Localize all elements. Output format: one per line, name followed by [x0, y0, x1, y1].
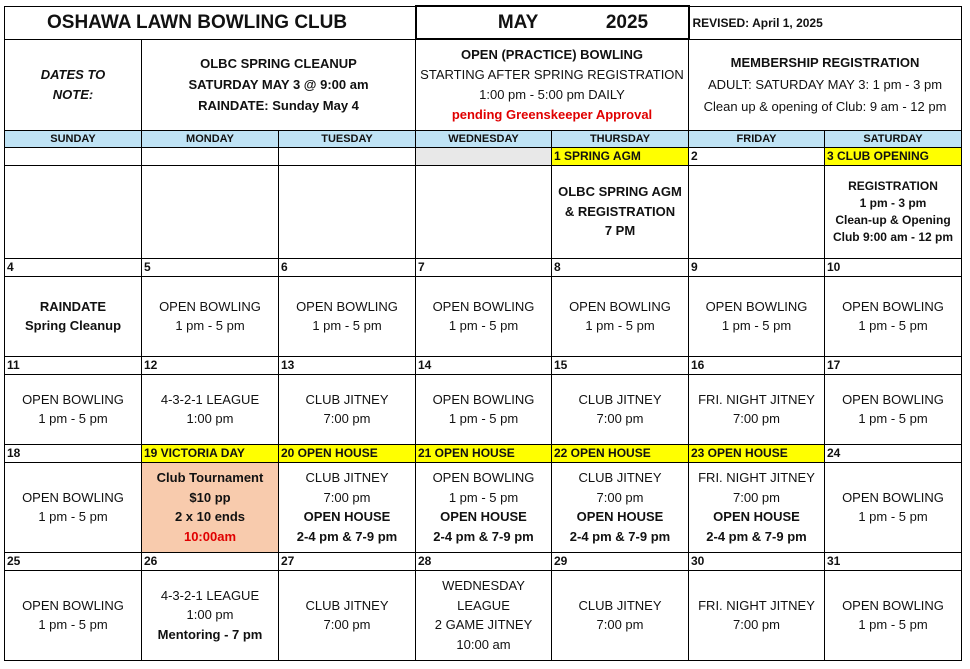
day-cell [416, 570, 552, 660]
cleanup-raindate: RAINDATE: Sunday May 4 [198, 98, 359, 113]
event-line: 1:00 pm [186, 607, 234, 623]
event-line: WEDNESDAY [442, 578, 525, 593]
event-line: CLUB JITNEY [578, 391, 662, 407]
date-number: 21 OPEN HOUSE [416, 444, 552, 462]
day-cell [142, 374, 279, 444]
event-line: OLBC SPRING AGM [558, 184, 682, 200]
event-line: 1 pm - 5 pm [858, 509, 928, 524]
date-number: 15 [552, 356, 689, 374]
event-line: OPEN HOUSE [440, 509, 527, 524]
open-bowling-hours: 1:00 pm - 5:00 pm DAILY [479, 86, 625, 102]
dow-thursday: THURSDAY [552, 130, 689, 147]
event-line: OPEN HOUSE [576, 509, 664, 524]
date-number: 9 [689, 258, 825, 276]
date-number [279, 147, 416, 165]
event-line: 1 pm - 5 pm [858, 617, 928, 632]
dow-sunday: SUNDAY [5, 130, 142, 147]
event-line: OPEN BOWLING [159, 298, 261, 314]
tournament-time: 10:00am [183, 528, 237, 544]
date-number [416, 147, 552, 165]
event-line: 7:00 pm [596, 489, 644, 505]
day-cell [689, 165, 825, 258]
date-number: 11 [5, 356, 142, 374]
revised-date: REVISED: April 1, 2025 [689, 6, 962, 39]
event-line: 1 pm - 5 pm [858, 411, 928, 426]
event-line: CLUB JITNEY [578, 470, 662, 485]
day-cell [5, 165, 142, 258]
membership-title: MEMBERSHIP REGISTRATION [730, 54, 920, 70]
date-number: 31 [825, 552, 962, 570]
day-cell [552, 570, 689, 660]
open-bowling-title: OPEN (PRACTICE) BOWLING [461, 46, 643, 62]
date-number: 17 [825, 356, 962, 374]
event-line: 2-4 pm & 7-9 pm [296, 528, 398, 544]
date-number: 18 [5, 444, 142, 462]
date-number: 22 OPEN HOUSE [552, 444, 689, 462]
event-line: Clean-up & Opening [835, 212, 951, 227]
date-number: 25 [5, 552, 142, 570]
date-number: 29 [552, 552, 689, 570]
event-line: OPEN BOWLING [22, 597, 124, 613]
date-number: 24 [825, 444, 962, 462]
week-4-events [5, 462, 962, 552]
year-label: 2025 [605, 11, 649, 33]
day-cell [416, 276, 552, 356]
event-line: Spring Cleanup [24, 318, 122, 333]
event-line: OPEN BOWLING [22, 489, 124, 505]
dates-to-note-label [5, 39, 142, 130]
dow-wednesday: WEDNESDAY [416, 130, 552, 147]
date-number: 1 SPRING AGM [552, 147, 689, 165]
date-number: 10 [825, 258, 962, 276]
dow-friday: FRIDAY [689, 130, 825, 147]
day-cell [825, 165, 962, 258]
event-line: 7:00 pm [323, 489, 371, 505]
dates-label-line: NOTE: [52, 86, 94, 102]
event-line: FRI. NIGHT JITNEY [698, 597, 815, 613]
date-number: 27 [279, 552, 416, 570]
dow-monday: MONDAY [142, 130, 279, 147]
cleanup-date: SATURDAY MAY 3 @ 9:00 am [188, 77, 369, 92]
event-line: 1 pm - 5 pm [448, 318, 519, 333]
event-line: 7:00 pm [733, 411, 780, 426]
calendar-table [4, 5, 962, 661]
tournament-cell [142, 462, 279, 552]
event-line: 1 pm - 3 pm [859, 195, 927, 210]
day-cell [689, 462, 825, 552]
event-line: 1 pm - 5 pm [585, 318, 655, 333]
event-line: OPEN HOUSE [713, 509, 800, 524]
event-line: 1 pm - 5 pm [175, 318, 245, 333]
day-of-week-header [5, 130, 962, 147]
date-number: 28 [416, 552, 552, 570]
event-line: 7:00 pm [323, 617, 371, 632]
day-cell [689, 570, 825, 660]
event-line: 1 pm - 5 pm [448, 489, 519, 505]
day-cell [142, 276, 279, 356]
event-line: 1 pm - 5 pm [38, 509, 108, 524]
day-cell [279, 570, 416, 660]
notes-row [5, 39, 962, 130]
day-cell [142, 570, 279, 660]
event-line: FRI. NIGHT JITNEY [698, 470, 815, 485]
event-line: OPEN BOWLING [432, 470, 535, 485]
day-cell [142, 165, 279, 258]
date-number: 30 [689, 552, 825, 570]
event-line: 2 x 10 ends [174, 509, 246, 524]
event-line: 1 pm - 5 pm [38, 617, 108, 632]
week-1-dates [5, 147, 962, 165]
week-1-events [5, 165, 962, 258]
membership-adult: ADULT: SATURDAY MAY 3: 1 pm - 3 pm [707, 76, 943, 92]
event-line: RAINDATE [39, 298, 107, 314]
week-5-dates [5, 552, 962, 570]
event-line: 7:00 pm [733, 617, 780, 632]
event-line: 4-3-2-1 LEAGUE [160, 587, 260, 603]
date-number: 3 CLUB OPENING [825, 147, 962, 165]
cleanup-title: OLBC SPRING CLEANUP [200, 56, 357, 71]
title-row [5, 6, 962, 39]
day-cell [5, 276, 142, 356]
event-line: LEAGUE [457, 597, 510, 613]
event-line: Mentoring - 7 pm [157, 626, 263, 642]
event-line: 2-4 pm & 7-9 pm [569, 528, 671, 544]
event-line: CLUB JITNEY [578, 597, 662, 613]
date-number: 23 OPEN HOUSE [689, 444, 825, 462]
event-line: OPEN HOUSE [303, 509, 391, 524]
event-line: 7:00 pm [596, 411, 644, 426]
day-cell [825, 276, 962, 356]
date-number: 12 [142, 356, 279, 374]
pending-approval: pending Greenskeeper Approval [451, 106, 653, 122]
week-4-dates [5, 444, 962, 462]
event-line: 10:00 am [456, 636, 511, 652]
date-number: 16 [689, 356, 825, 374]
date-number: 8 [552, 258, 689, 276]
event-line: 1 pm - 5 pm [38, 411, 108, 426]
event-line: CLUB JITNEY [305, 391, 389, 407]
event-line: 2-4 pm & 7-9 pm [706, 528, 807, 544]
event-line: 7:00 pm [733, 489, 780, 505]
date-number: 6 [279, 258, 416, 276]
open-bowling-note [416, 39, 689, 130]
day-cell [5, 374, 142, 444]
event-line: $10 pp [189, 489, 231, 505]
day-cell [279, 374, 416, 444]
week-2-dates [5, 258, 962, 276]
day-cell [689, 276, 825, 356]
date-number: 4 [5, 258, 142, 276]
day-cell [279, 276, 416, 356]
event-line: OPEN BOWLING [432, 298, 535, 314]
week-2-events [5, 276, 962, 356]
day-cell [825, 374, 962, 444]
event-line: OPEN BOWLING [22, 391, 124, 407]
event-line: 1 pm - 5 pm [312, 318, 382, 333]
event-line: 7 PM [604, 223, 636, 239]
event-line: 1:00 pm [186, 411, 234, 426]
event-line: OPEN BOWLING [569, 298, 671, 314]
day-cell [552, 276, 689, 356]
event-line: 1 pm - 5 pm [858, 318, 928, 333]
week-3-events [5, 374, 962, 444]
event-line: CLUB JITNEY [305, 597, 389, 613]
week-3-dates [5, 356, 962, 374]
membership-note [689, 39, 962, 130]
event-line: OPEN BOWLING [842, 489, 944, 505]
day-cell [552, 165, 689, 258]
event-line: 1 pm - 5 pm [448, 411, 519, 426]
event-line: 1 pm - 5 pm [721, 318, 792, 333]
day-cell [5, 462, 142, 552]
date-number [5, 147, 142, 165]
dow-saturday: SATURDAY [825, 130, 962, 147]
day-cell [416, 462, 552, 552]
event-line: REGISTRATION [848, 178, 938, 193]
dow-tuesday: TUESDAY [279, 130, 416, 147]
date-number: 14 [416, 356, 552, 374]
event-line: FRI. NIGHT JITNEY [698, 391, 815, 407]
day-cell [689, 374, 825, 444]
event-line: 2-4 pm & 7-9 pm [433, 528, 534, 544]
event-line: CLUB JITNEY [305, 470, 389, 485]
date-number: 26 [142, 552, 279, 570]
date-number [142, 147, 279, 165]
club-name: OSHAWA LAWN BOWLING CLUB [5, 6, 416, 39]
event-line: OPEN BOWLING [842, 391, 944, 407]
day-cell [416, 165, 552, 258]
event-line: OPEN BOWLING [842, 298, 944, 314]
day-cell [825, 462, 962, 552]
day-cell [552, 462, 689, 552]
day-cell [416, 374, 552, 444]
event-line: OPEN BOWLING [432, 391, 535, 407]
dates-label-line: DATES TO [40, 66, 106, 82]
event-line: 7:00 pm [323, 411, 371, 426]
open-bowling-start: STARTING AFTER SPRING REGISTRATION [420, 66, 684, 82]
event-line: 4-3-2-1 LEAGUE [160, 391, 260, 407]
date-number: 19 VICTORIA DAY [142, 444, 279, 462]
day-cell [825, 570, 962, 660]
calendar-sheet [4, 5, 962, 661]
event-line: Club Tournament [156, 470, 264, 485]
month-label: MAY [497, 11, 539, 33]
date-number: 7 [416, 258, 552, 276]
date-number: 5 [142, 258, 279, 276]
event-line: & REGISTRATION [564, 203, 676, 219]
event-line: OPEN BOWLING [296, 298, 398, 314]
day-cell [279, 462, 416, 552]
event-line: 2 GAME JITNEY [434, 617, 533, 632]
event-line: OPEN BOWLING [842, 597, 944, 613]
date-number: 2 [689, 147, 825, 165]
event-line: OPEN BOWLING [705, 298, 808, 314]
membership-cleanup: Clean up & opening of Club: 9 am - 12 pm [703, 98, 947, 114]
date-number: 20 OPEN HOUSE [279, 444, 416, 462]
day-cell [5, 570, 142, 660]
day-cell [552, 374, 689, 444]
date-number: 13 [279, 356, 416, 374]
month-year [416, 6, 689, 39]
week-5-events [5, 570, 962, 660]
spring-cleanup-note [142, 39, 416, 130]
event-line: 7:00 pm [596, 617, 644, 632]
event-line: Club 9:00 am - 12 pm [832, 229, 954, 244]
day-cell [279, 165, 416, 258]
